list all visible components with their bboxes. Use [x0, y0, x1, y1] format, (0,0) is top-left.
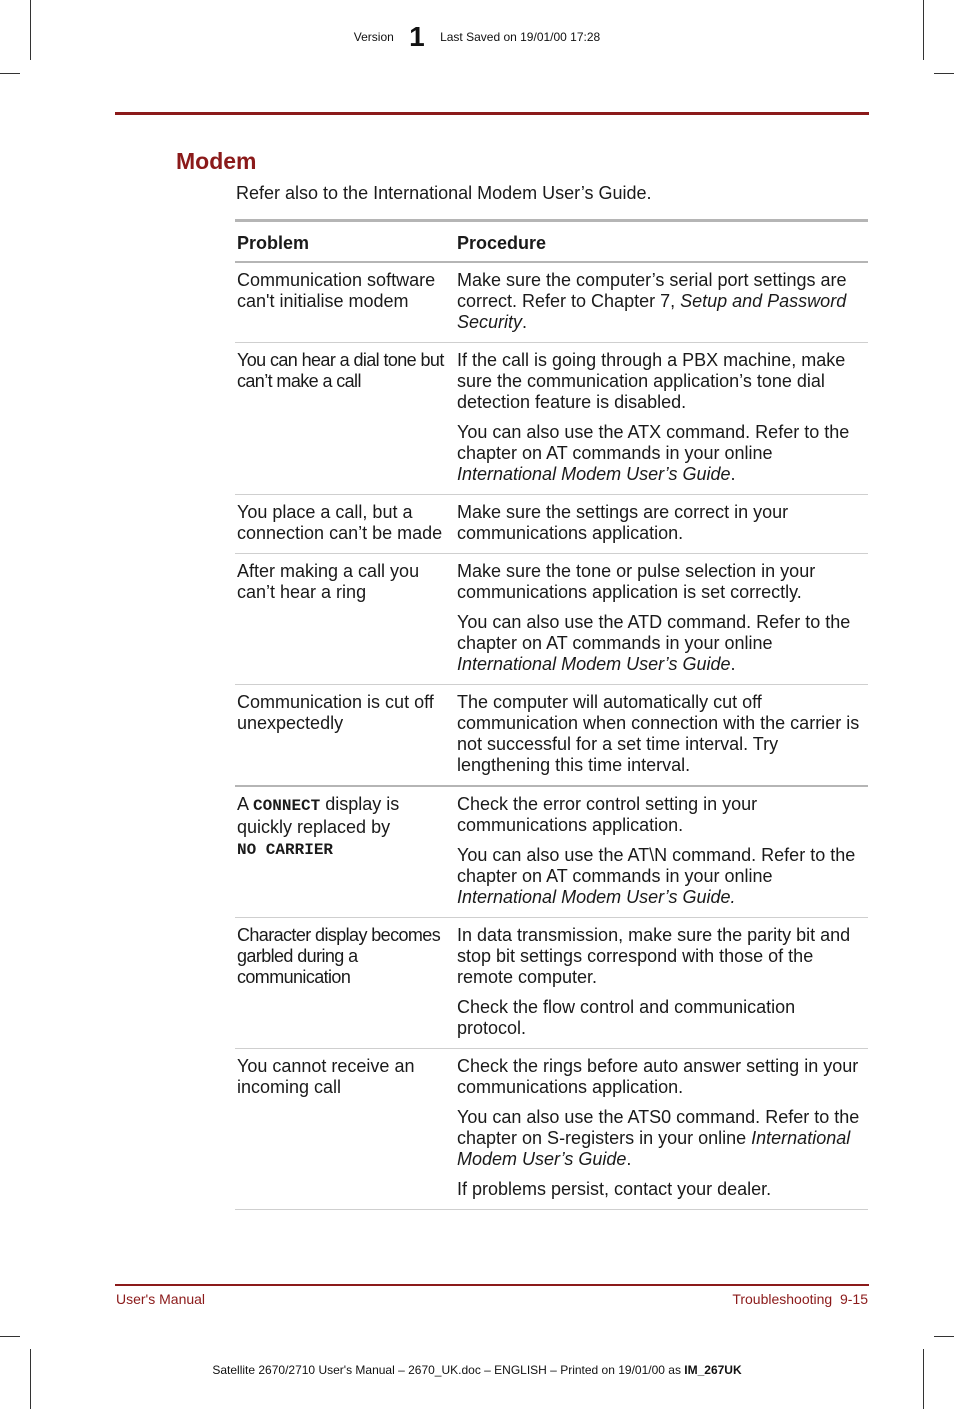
procedure-text: You can also use the ATS0 command. Refer to the chapter on S-registers in your online: [457, 1107, 860, 1148]
section-title: Modem: [176, 148, 257, 174]
footer-page-number: Troubleshooting 9-15: [732, 1291, 868, 1307]
procedure-text: Make sure the settings are correct in your communications application.: [457, 502, 789, 543]
problem-cell: You can hear a dial tone but can’t make a call: [237, 350, 444, 391]
table-row: [235, 495, 868, 554]
header-rule: [115, 112, 869, 115]
table-row: [235, 343, 868, 495]
procedure-text: If problems persist, contact your dealer.: [457, 1179, 772, 1199]
problem-cell: Character display becomes garbled during a communication: [237, 925, 441, 987]
procedure-cell: [457, 918, 868, 1049]
procedure-reference: International Modem User’s Guide.: [457, 887, 736, 907]
troubleshooting-table: [235, 219, 868, 1210]
column-header-problem: Problem: [237, 233, 310, 253]
procedure-cell: [457, 786, 868, 918]
last-saved: Last Saved on 19/01/00 17:28: [440, 30, 601, 44]
procedure-text: In data transmission, make sure the parity bit and stop bit settings correspond with those of the remote computer.: [457, 925, 851, 987]
procedure-cell: [457, 343, 868, 495]
procedure-text: Make sure the tone or pulse selection in your communications application is set correctly.: [457, 561, 816, 602]
procedure-paragraph: [457, 794, 866, 836]
table-row: [235, 918, 868, 1049]
table-row: [235, 1049, 868, 1210]
problem-text: display is quickly replaced by: [237, 794, 400, 837]
problem-cell: You place a call, but a connection can’t be made: [237, 502, 443, 543]
procedure-reference: International Modem User’s Guide: [457, 1128, 851, 1169]
table-row: [235, 685, 868, 787]
procedure-text: Check the flow control and communication protocol.: [457, 997, 796, 1038]
problem-code: CONNECT: [253, 797, 321, 815]
procedure-cell: [457, 554, 868, 685]
problem-prefix: A: [237, 794, 249, 814]
problem-cell: [235, 786, 457, 918]
procedure-paragraph: [457, 502, 866, 544]
procedure-paragraph: [457, 561, 866, 603]
crop-mark: [0, 73, 20, 74]
document-header-meta: [0, 16, 954, 52]
procedure-paragraph: [457, 925, 866, 988]
section-intro: Refer also to the International Modem User’s Guide.: [236, 183, 652, 203]
problem-cell: Communication software can't initialise modem: [237, 270, 436, 311]
procedure-punctuation: .: [730, 464, 736, 484]
procedure-reference: International Modem User’s Guide: [457, 654, 731, 674]
crop-mark: [0, 1336, 20, 1337]
procedure-text: The computer will automatically cut off communication when connection with the carrier is not successful for a set time interval. Try lengthening this time interval.: [457, 692, 860, 775]
procedure-paragraph: [457, 612, 866, 675]
crop-mark: [934, 73, 954, 74]
procedure-paragraph: [457, 350, 866, 413]
procedure-text: You can also use the ATX command. Refer to the chapter on AT commands in your online: [457, 422, 850, 463]
procedure-paragraph: [457, 997, 866, 1039]
crop-mark: [934, 1336, 954, 1337]
problem-cell: After making a call you can’t hear a ring: [237, 561, 420, 602]
procedure-paragraph: [457, 422, 866, 485]
procedure-punctuation: .: [626, 1149, 632, 1169]
procedure-text: If the call is going through a PBX machine, make sure the communication application’s tone dial detection feature is disabled.: [457, 350, 846, 412]
procedure-paragraph: [457, 692, 866, 776]
procedure-cell: [457, 685, 868, 787]
procedure-cell: [457, 1049, 868, 1210]
print-info-text: Satellite 2670/2710 User's Manual – 2670_UK.doc – ENGLISH – Printed on 19/01/00 as: [212, 1363, 685, 1377]
problem-cell: Communication is cut off unexpectedly: [237, 692, 434, 733]
table-row: [235, 554, 868, 685]
footer-rule: [115, 1284, 869, 1286]
crop-mark: [923, 1349, 924, 1409]
procedure-text: Make sure the computer’s serial port settings are correct. Refer to Chapter 7,: [457, 270, 847, 311]
column-header-procedure: Procedure: [457, 233, 547, 253]
procedure-punctuation: .: [522, 312, 528, 332]
procedure-paragraph: [457, 1107, 866, 1170]
procedure-text: You can also use the AT\N command. Refer to the chapter on AT commands in your online: [457, 845, 856, 886]
procedure-reference: International Modem User’s Guide: [457, 464, 731, 484]
procedure-text: You can also use the ATD command. Refer to the chapter on AT commands in your online: [457, 612, 851, 653]
table-row: [235, 786, 868, 918]
print-info: [0, 1363, 954, 1377]
version-number: 1: [409, 21, 425, 52]
procedure-cell: [457, 495, 868, 554]
procedure-text: Check the error control setting in your communications application.: [457, 794, 758, 835]
procedure-paragraph: [457, 1056, 866, 1098]
problem-cell: You cannot receive an incoming call: [237, 1056, 415, 1097]
footer-manual-name: User's Manual: [116, 1291, 206, 1307]
crop-mark: [30, 1349, 31, 1409]
table-row: [235, 262, 868, 343]
problem-code: NO CARRIER: [237, 841, 334, 859]
procedure-paragraph: [457, 845, 866, 908]
procedure-cell: [457, 262, 868, 343]
print-info-code: IM_267UK: [684, 1363, 742, 1377]
version-label: Version: [353, 30, 394, 44]
procedure-paragraph: [457, 270, 866, 333]
table-header-row: [235, 221, 868, 263]
procedure-reference: Setup and Password Security: [457, 291, 847, 332]
procedure-punctuation: .: [730, 654, 736, 674]
procedure-paragraph: [457, 1179, 866, 1200]
procedure-text: Check the rings before auto answer setting in your communications application.: [457, 1056, 859, 1097]
